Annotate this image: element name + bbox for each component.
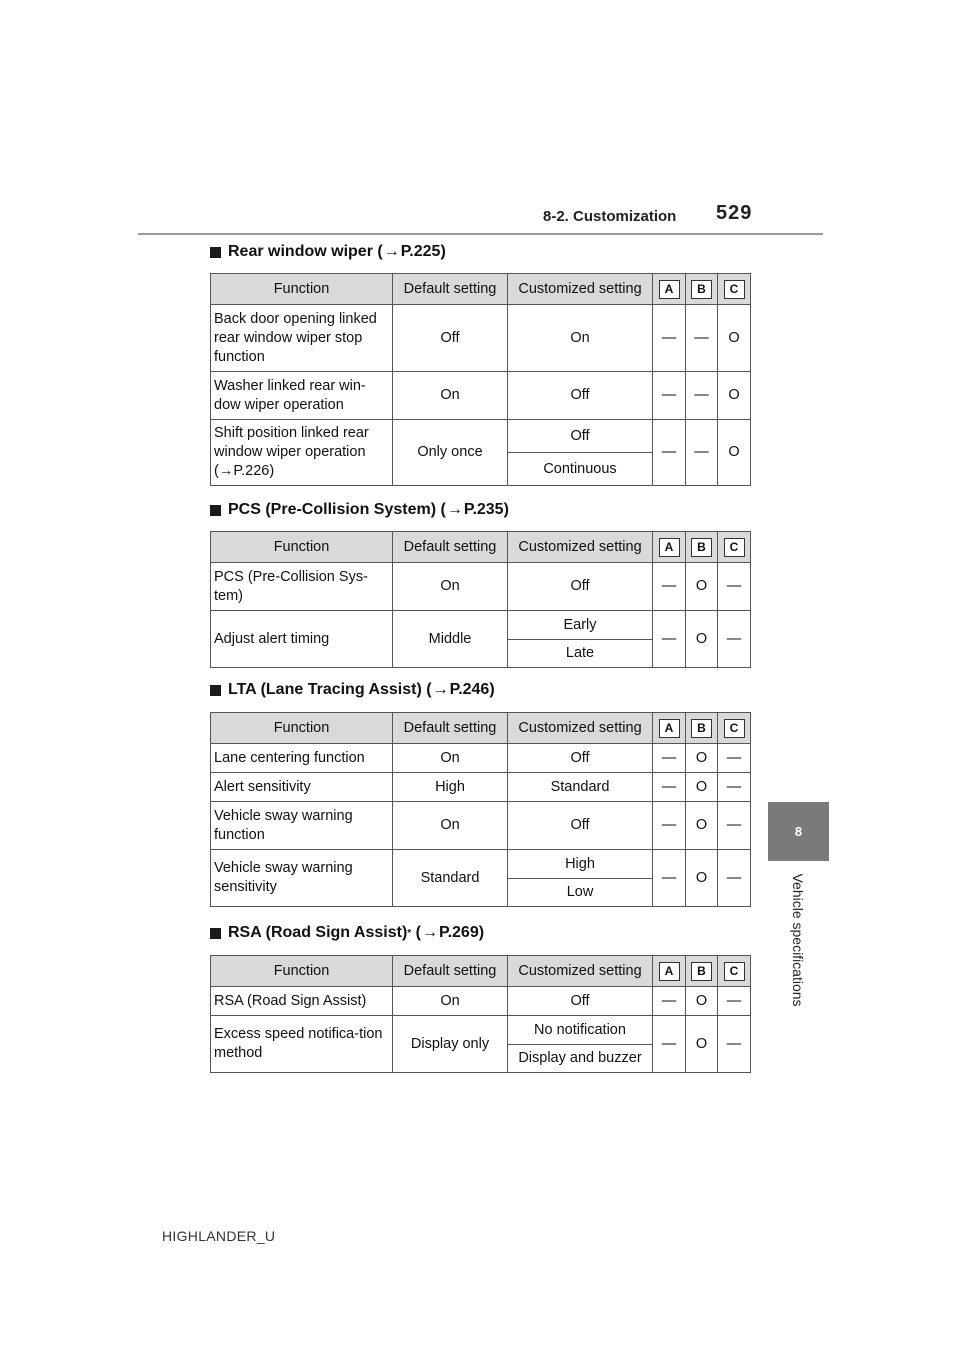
cell-customized-option: No notification [508,1016,653,1045]
col-header-c [718,532,751,563]
table-row [211,850,751,879]
square-bullet-icon [210,928,221,939]
cell-default: On [393,802,508,850]
col-header-a [653,532,686,563]
cell-a: — [653,563,686,611]
table-row [211,1016,751,1045]
cell-function: Back door opening linked rear window wiper stop function [211,305,393,372]
col-header-customized: Customized setting [508,713,653,744]
cell-function: Lane centering function [211,744,393,773]
square-bullet-icon [210,685,221,696]
letter-a-badge: A [659,962,680,981]
section-title-rsa [210,924,484,942]
col-header-b [686,956,718,987]
cell-customized: Off [508,802,653,850]
cell-customized: Off [508,987,653,1016]
function-text: Shift position linked rear window wiper operation ( [214,425,369,479]
cell-customized: Off [508,744,653,773]
arrow-right-icon: → [446,501,463,518]
cell-c: — [718,744,751,773]
cell-c: — [718,773,751,802]
cell-function: Adjust alert timing [211,611,393,668]
cell-b: — [686,420,718,486]
cell-a: — [653,802,686,850]
cell-c: — [718,563,751,611]
col-header-customized: Customized setting [508,956,653,987]
arrow-right-icon: → [218,463,234,479]
cell-c: O [718,420,751,486]
table-header-row [211,532,751,563]
cell-a: — [653,611,686,668]
cell-b: O [686,802,718,850]
cell-customized-option: Low [508,879,653,907]
cell-b: O [686,850,718,907]
col-header-c [718,274,751,305]
col-header-b [686,274,718,305]
settings-table-rear-wiper [210,273,751,486]
col-header-function: Function [211,956,393,987]
header-divider [138,233,823,235]
table-row [211,744,751,773]
cell-function: Vehicle sway warning function [211,802,393,850]
table-row [211,987,751,1016]
cell-customized: On [508,305,653,372]
letter-c-badge: C [724,962,745,981]
cell-default: Off [393,305,508,372]
settings-table-rsa [210,955,751,1073]
cell-default: Display only [393,1016,508,1073]
cell-customized-option: Off [508,420,653,453]
cell-b: O [686,611,718,668]
square-bullet-icon [210,247,221,258]
cell-b: O [686,773,718,802]
col-header-customized: Customized setting [508,532,653,563]
cell-function: Excess speed notifica-tion method [211,1016,393,1073]
letter-c-badge: C [724,280,745,299]
letter-b-badge: B [691,719,712,738]
cell-b: O [686,744,718,773]
col-header-default: Default setting [393,532,508,563]
page-ref-link[interactable]: P.225) [400,243,446,260]
letter-c-badge: C [724,719,745,738]
arrow-right-icon: → [432,681,449,698]
cell-default: Middle [393,611,508,668]
letter-b-badge: B [691,962,712,981]
cell-b: O [686,1016,718,1073]
cell-a: — [653,744,686,773]
section-title-rear-wiper [210,243,446,261]
square-bullet-icon [210,505,221,516]
arrow-right-icon: → [421,924,438,941]
settings-table-lta [210,712,751,907]
col-header-b [686,532,718,563]
cell-a: — [653,1016,686,1073]
settings-table-pcs [210,531,751,668]
letter-a-badge: A [659,719,680,738]
cell-default: On [393,987,508,1016]
cell-a: — [653,372,686,420]
section-title-tail: ( [411,924,421,941]
table-header-row [211,274,751,305]
letter-b-badge: B [691,538,712,557]
col-header-c [718,713,751,744]
section-title-text: PCS (Pre-Collision System) ( [228,501,446,518]
arrow-right-icon: → [383,243,400,260]
cell-default: On [393,372,508,420]
document-id: HIGHLANDER_U [162,1228,276,1244]
cell-customized: Standard [508,773,653,802]
cell-customized-option: Early [508,611,653,640]
col-header-c [718,956,751,987]
cell-c: — [718,987,751,1016]
table-row [211,773,751,802]
cell-function: PCS (Pre-Collision Sys-tem) [211,563,393,611]
table-header-row [211,713,751,744]
table-header-row [211,956,751,987]
chapter-side-label: Vehicle specifications [790,873,806,1007]
section-title-text: RSA (Road Sign Assist) [228,924,408,941]
cell-c: — [718,611,751,668]
col-header-a [653,713,686,744]
page-ref-link[interactable]: P.226) [233,463,275,479]
cell-c: — [718,802,751,850]
cell-function: RSA (Road Sign Assist) [211,987,393,1016]
cell-c: O [718,305,751,372]
cell-b: — [686,305,718,372]
cell-default: Only once [393,420,508,486]
letter-c-badge: C [724,538,745,557]
cell-a: — [653,773,686,802]
col-header-function: Function [211,713,393,744]
section-title-pcs [210,501,509,519]
section-title-text: Rear window wiper ( [228,243,383,260]
col-header-function: Function [211,274,393,305]
footnote-asterisk: * [407,927,412,939]
col-header-customized: Customized setting [508,274,653,305]
letter-b-badge: B [691,280,712,299]
table-row [211,420,751,453]
col-header-default: Default setting [393,274,508,305]
cell-function: Alert sensitivity [211,773,393,802]
table-row [211,563,751,611]
chapter-heading: 8-2. Customization [543,208,677,225]
cell-c: — [718,850,751,907]
cell-c: O [718,372,751,420]
col-header-a [653,274,686,305]
section-title-lta [210,681,495,699]
cell-function: Vehicle sway warning sensitivity [211,850,393,907]
cell-b: O [686,987,718,1016]
cell-a: — [653,305,686,372]
col-header-default: Default setting [393,713,508,744]
cell-function [211,420,393,486]
section-title-text: LTA (Lane Tracing Assist) ( [228,681,432,698]
cell-customized: Off [508,372,653,420]
cell-customized-option: Late [508,640,653,668]
cell-default: On [393,744,508,773]
cell-customized-option: Display and buzzer [508,1045,653,1073]
table-row [211,372,751,420]
chapter-tab: 8 [768,802,829,861]
page-ref-link[interactable]: P.235) [463,501,509,518]
cell-b: — [686,372,718,420]
cell-c: — [718,1016,751,1073]
cell-customized-option: Continuous [508,453,653,486]
cell-a: — [653,987,686,1016]
cell-default: High [393,773,508,802]
col-header-function: Function [211,532,393,563]
cell-customized-option: High [508,850,653,879]
cell-default: Standard [393,850,508,907]
page-ref-link[interactable]: P.246) [449,681,495,698]
col-header-b [686,713,718,744]
cell-default: On [393,563,508,611]
table-row [211,802,751,850]
page-ref-link[interactable]: P.269) [438,924,485,941]
cell-function: Washer linked rear win-dow wiper operation [211,372,393,420]
col-header-default: Default setting [393,956,508,987]
page-number: 529 [716,202,753,224]
cell-a: — [653,420,686,486]
cell-a: — [653,850,686,907]
table-row [211,305,751,372]
cell-b: O [686,563,718,611]
letter-a-badge: A [659,280,680,299]
table-row [211,611,751,640]
col-header-a [653,956,686,987]
letter-a-badge: A [659,538,680,557]
cell-customized: Off [508,563,653,611]
